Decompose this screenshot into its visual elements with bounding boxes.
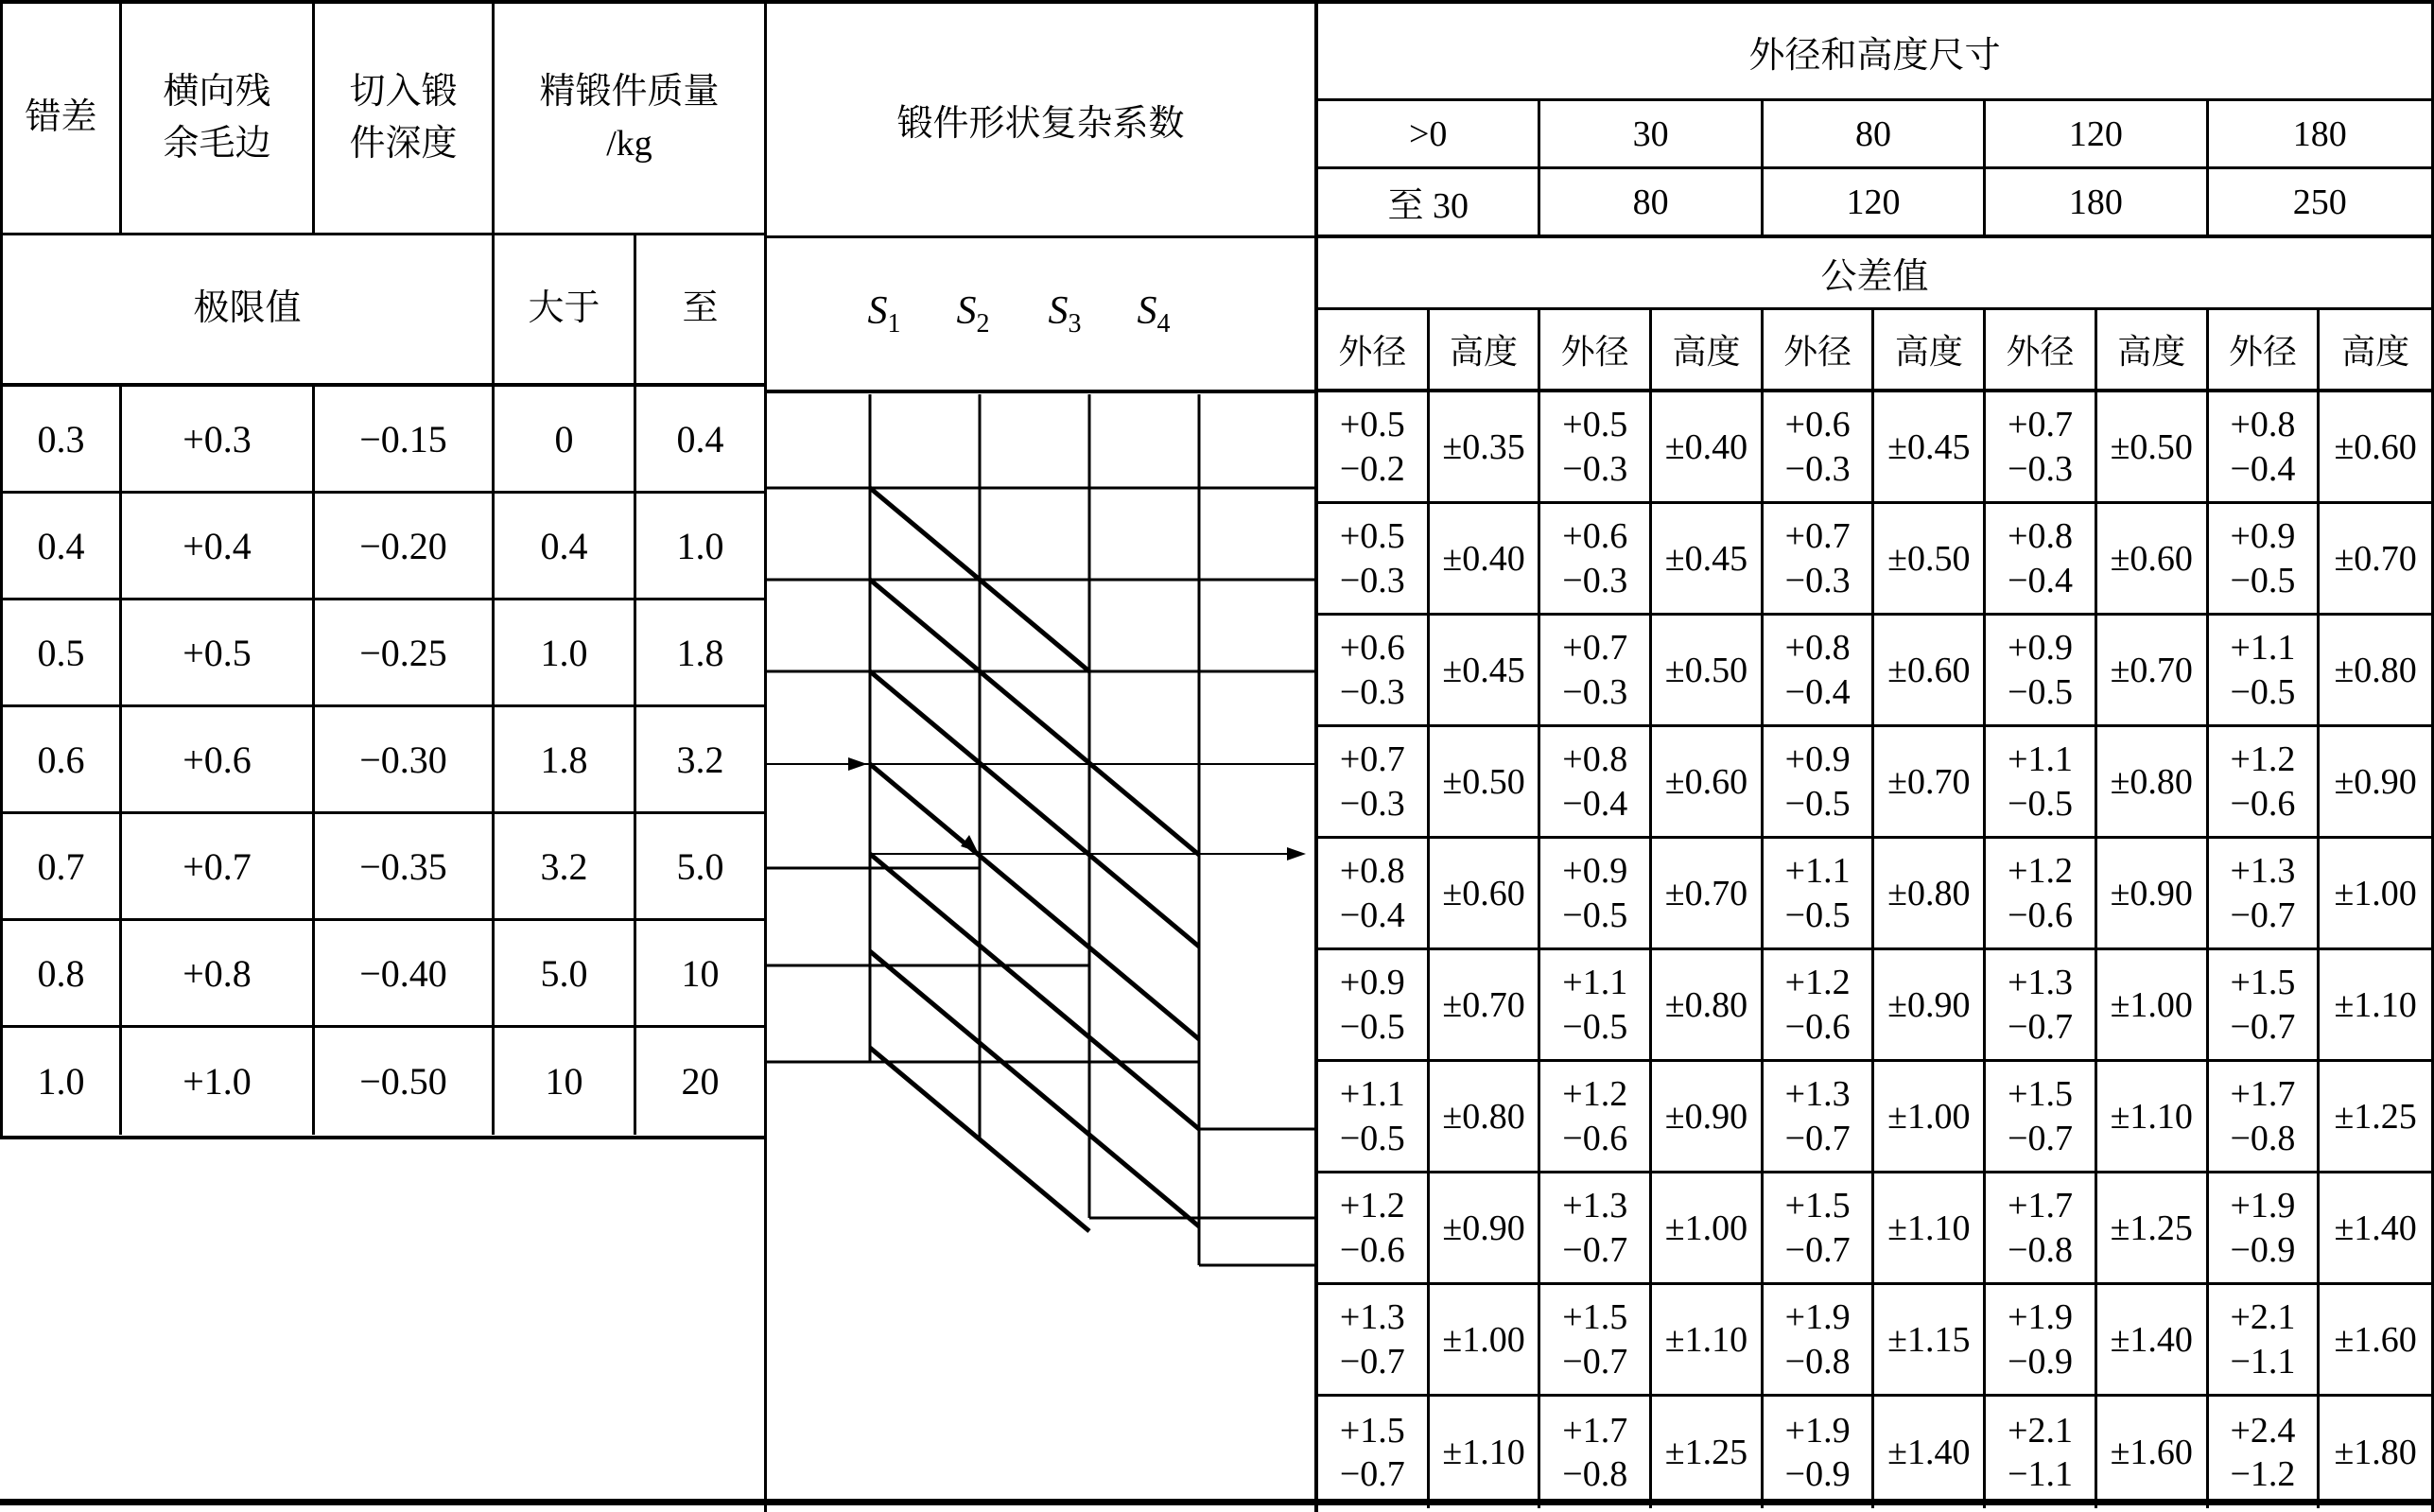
header-forging-mass-line1: 精锻件质量 bbox=[539, 71, 720, 112]
header-greater-than bbox=[495, 235, 636, 387]
height-tolerance-cell: ±0.90 bbox=[1652, 1062, 1764, 1173]
od-tolerance-cell: +0.5 −0.2 bbox=[1318, 392, 1430, 504]
od-tolerance-cell: +0.5 −0.3 bbox=[1318, 504, 1430, 616]
height-tolerance-cell: ±0.40 bbox=[1430, 504, 1541, 616]
height-tolerance-cell: ±1.25 bbox=[1652, 1397, 1764, 1508]
left-table-cell: 20 bbox=[681, 1060, 720, 1103]
od-tolerance-cell: +1.2 −0.6 bbox=[1318, 1173, 1430, 1285]
left-table-cell: 3.2 bbox=[495, 814, 636, 921]
height-tolerance-cell: ±0.60 bbox=[1652, 727, 1764, 839]
left-table-cell: 5.0 bbox=[495, 921, 636, 1028]
header-limit-value bbox=[3, 235, 495, 387]
height-tolerance-cell: ±0.50 bbox=[2097, 392, 2209, 504]
height-tolerance-cell: ±1.25 bbox=[2097, 1173, 2209, 1285]
height-tolerance-cell: ±0.80 bbox=[2320, 616, 2431, 727]
left-table-cell: 0.4 bbox=[636, 387, 764, 494]
header-cut-depth-line1: 切入锻 bbox=[349, 71, 458, 112]
exit-arrow-icon bbox=[1287, 847, 1306, 860]
left-table-cell: −0.15 bbox=[315, 387, 495, 494]
header-error-label: 错差 bbox=[25, 97, 97, 138]
height-header: 高度 bbox=[1430, 310, 1541, 392]
left-table-cell: +0.8 bbox=[122, 921, 315, 1028]
height-tolerance-cell: ±1.15 bbox=[1874, 1285, 1986, 1397]
height-tolerance-cell: ±1.10 bbox=[2320, 950, 2431, 1062]
od-tolerance-cell: +0.6 −0.3 bbox=[1318, 616, 1430, 727]
left-table-cell: 5.0 bbox=[636, 814, 764, 921]
header-residual-flash-line1: 横向残 bbox=[163, 71, 271, 112]
left-table-cell: 0.6 bbox=[3, 707, 122, 814]
height-tolerance-cell: ±0.40 bbox=[1652, 392, 1764, 504]
nomograph-example-path bbox=[767, 764, 1314, 854]
od-tolerance-cell: +1.7 −0.8 bbox=[1986, 1173, 2097, 1285]
left-table-cell: 0 bbox=[495, 387, 636, 494]
height-header: 高度 bbox=[2097, 310, 2209, 392]
tolerance-table bbox=[1314, 0, 2434, 1512]
range-from-cell: 180 bbox=[2209, 101, 2431, 169]
height-tolerance-cell: ±0.80 bbox=[2097, 727, 2209, 839]
height-tolerance-cell: ±0.70 bbox=[1430, 950, 1541, 1062]
height-tolerance-cell: ±1.10 bbox=[1652, 1285, 1764, 1397]
height-tolerance-cell: ±1.10 bbox=[1430, 1397, 1541, 1508]
height-tolerance-cell: ±0.90 bbox=[2097, 839, 2209, 950]
height-tolerance-cell: ±0.50 bbox=[1430, 727, 1541, 839]
range-to-cell: 250 bbox=[2209, 169, 2431, 238]
height-tolerance-cell: ±1.25 bbox=[2320, 1062, 2431, 1173]
height-tolerance-cell: ±0.80 bbox=[1874, 839, 1986, 950]
od-tolerance-cell: +1.5 −0.7 bbox=[1540, 1285, 1652, 1397]
od-tolerance-cell: +1.2 −0.6 bbox=[2209, 727, 2321, 839]
left-limit-table bbox=[0, 0, 764, 1139]
s1-label: $S_1$ bbox=[867, 288, 901, 339]
left-table-cell: 3.2 bbox=[636, 707, 764, 814]
header-forging-mass bbox=[495, 4, 764, 235]
entry-arrow-icon bbox=[848, 757, 867, 771]
height-tolerance-cell: ±0.45 bbox=[1874, 392, 1986, 504]
left-table-cell: 1.0 bbox=[3, 1028, 122, 1135]
left-table-cell: 0.5 bbox=[3, 600, 122, 707]
left-table-cell: +0.4 bbox=[122, 494, 315, 600]
od-tolerance-cell: +0.8 −0.4 bbox=[2209, 392, 2321, 504]
tolerance-table-body bbox=[1318, 392, 2431, 1508]
height-header: 高度 bbox=[1874, 310, 1986, 392]
od-header: 外径 bbox=[1986, 310, 2097, 392]
range-to-cell: 80 bbox=[1540, 169, 1763, 238]
od-tolerance-cell: +1.1 −0.5 bbox=[1540, 950, 1652, 1062]
nomograph-diagram bbox=[767, 394, 1314, 1512]
left-table-cell: 0.4 bbox=[495, 494, 636, 600]
height-tolerance-cell: ±0.50 bbox=[1874, 504, 1986, 616]
height-header: 高度 bbox=[1652, 310, 1764, 392]
od-tolerance-cell: +1.9 −0.9 bbox=[1986, 1285, 2097, 1397]
od-tolerance-cell: +1.3 −0.7 bbox=[1540, 1173, 1652, 1285]
od-tolerance-cell: +1.3 −0.7 bbox=[1764, 1062, 1875, 1173]
od-tolerance-cell: +1.3 −0.7 bbox=[1318, 1285, 1430, 1397]
od-tolerance-cell: +2.1 −1.1 bbox=[1986, 1397, 2097, 1508]
od-tolerance-cell: +1.5 −0.7 bbox=[2209, 950, 2321, 1062]
left-table-cell: 0.3 bbox=[3, 387, 122, 494]
height-tolerance-cell: ±1.80 bbox=[2334, 1433, 2417, 1472]
od-tolerance-cell: +0.9 −0.5 bbox=[1540, 839, 1652, 950]
height-tolerance-cell: ±1.10 bbox=[1874, 1173, 1986, 1285]
height-tolerance-cell: ±0.35 bbox=[1430, 392, 1541, 504]
od-header: 外径 bbox=[2209, 310, 2321, 392]
s3-label: $S_3$ bbox=[1048, 288, 1082, 339]
od-tolerance-cell: +1.2 −0.6 bbox=[1540, 1062, 1652, 1173]
dimension-range-title bbox=[1318, 4, 2431, 101]
table-bottom-border bbox=[0, 1499, 2434, 1505]
od-tolerance-cell: +1.5 −0.7 bbox=[1318, 1397, 1430, 1508]
header-greater-than-label: 大于 bbox=[528, 288, 600, 329]
od-tolerance-cell: +1.5 −0.7 bbox=[1986, 1062, 2097, 1173]
od-height-header-row bbox=[1318, 310, 2431, 392]
left-table-cell: −0.30 bbox=[315, 707, 495, 814]
od-tolerance-cell: +0.6 −0.3 bbox=[1764, 392, 1875, 504]
od-tolerance-cell: +1.5 −0.7 bbox=[1764, 1173, 1875, 1285]
left-table-cell: +0.6 bbox=[122, 707, 315, 814]
od-tolerance-cell: +1.3 −0.7 bbox=[2209, 839, 2321, 950]
left-table-cell: 0.7 bbox=[3, 814, 122, 921]
left-table-header-row-1 bbox=[3, 4, 764, 235]
left-table-cell: −0.50 bbox=[315, 1028, 495, 1135]
left-table-cell: 0.4 bbox=[3, 494, 122, 600]
height-tolerance-cell: ±0.70 bbox=[1874, 727, 1986, 839]
od-tolerance-cell: +1.7 −0.8 bbox=[2209, 1062, 2321, 1173]
header-forging-mass-line2: /kg bbox=[606, 124, 652, 164]
od-tolerance-cell: +1.9 −0.8 bbox=[1764, 1285, 1875, 1397]
range-to-cell: 至 30 bbox=[1318, 169, 1540, 238]
left-table-cell: 1.8 bbox=[495, 707, 636, 814]
od-tolerance-cell: +1.2 −0.6 bbox=[1986, 839, 2097, 950]
od-tolerance-cell: +1.1 −0.5 bbox=[1986, 727, 2097, 839]
height-tolerance-cell: ±1.00 bbox=[1652, 1173, 1764, 1285]
range-from-cell: 30 bbox=[1540, 101, 1763, 169]
od-tolerance-cell: +1.1 −0.5 bbox=[1764, 839, 1875, 950]
height-tolerance-cell: ±0.60 bbox=[1874, 616, 1986, 727]
shape-complexity-title-label: 锻件形状复杂系数 bbox=[896, 104, 1185, 144]
od-tolerance-cell: +1.1 −0.5 bbox=[2209, 616, 2321, 727]
od-tolerance-cell: +0.9 −0.5 bbox=[1764, 727, 1875, 839]
left-table-cell: 10 bbox=[495, 1028, 636, 1135]
od-header: 外径 bbox=[1318, 310, 1430, 392]
od-tolerance-cell: +0.5 −0.3 bbox=[1540, 392, 1652, 504]
height-tolerance-cell: ±0.60 bbox=[2097, 504, 2209, 616]
height-tolerance-cell: ±1.00 bbox=[2097, 950, 2209, 1062]
height-tolerance-cell: ±0.70 bbox=[2097, 616, 2209, 727]
s2-label: $S_2$ bbox=[956, 288, 990, 339]
shape-complexity-section bbox=[764, 0, 1314, 1512]
range-from-cell: 80 bbox=[1764, 101, 1986, 169]
height-tolerance-cell: ±1.00 bbox=[1874, 1062, 1986, 1173]
od-header: 外径 bbox=[1764, 310, 1875, 392]
od-header: 外径 bbox=[1540, 310, 1652, 392]
height-tolerance-cell: ±0.45 bbox=[1652, 504, 1764, 616]
od-tolerance-cell: +0.6 −0.3 bbox=[1540, 504, 1652, 616]
height-tolerance-cell: ±0.60 bbox=[1430, 839, 1541, 950]
od-tolerance-cell: +2.1 −1.1 bbox=[2209, 1285, 2321, 1397]
header-residual-flash bbox=[122, 4, 315, 235]
height-tolerance-cell: ±1.10 bbox=[2097, 1062, 2209, 1173]
height-tolerance-cell: ±0.80 bbox=[1652, 950, 1764, 1062]
left-table-cell: +0.7 bbox=[122, 814, 315, 921]
range-to-cell: 180 bbox=[1986, 169, 2208, 238]
header-up-to-label: 至 bbox=[682, 288, 719, 329]
height-tolerance-cell: ±1.00 bbox=[2320, 839, 2431, 950]
od-tolerance-cell: +0.7 −0.3 bbox=[1318, 727, 1430, 839]
header-limit-value-label: 极限值 bbox=[193, 288, 302, 329]
left-table-cell: +0.5 bbox=[122, 600, 315, 707]
height-tolerance-cell: ±1.60 bbox=[2320, 1285, 2431, 1397]
height-tolerance-cell: ±0.50 bbox=[1652, 616, 1764, 727]
range-from-row bbox=[1318, 101, 2431, 169]
od-tolerance-cell: +1.9 −0.9 bbox=[2209, 1173, 2321, 1285]
header-up-to bbox=[636, 235, 764, 387]
height-tolerance-cell: ±0.70 bbox=[1652, 839, 1764, 950]
left-table-cell: 10 bbox=[636, 921, 764, 1028]
left-table-cell: −0.25 bbox=[315, 600, 495, 707]
nomograph-grid bbox=[767, 394, 1314, 1265]
height-tolerance-cell: ±0.45 bbox=[1430, 616, 1541, 727]
left-table-cell: −0.35 bbox=[315, 814, 495, 921]
od-tolerance-cell: +0.8 −0.4 bbox=[1318, 839, 1430, 950]
od-tolerance-cell: +0.9 −0.5 bbox=[2209, 504, 2321, 616]
header-cut-depth bbox=[315, 4, 495, 235]
left-table-cell: +0.3 bbox=[122, 387, 315, 494]
range-from-cell: 120 bbox=[1986, 101, 2208, 169]
range-from-cell: >0 bbox=[1318, 101, 1540, 169]
nomograph-diagonals bbox=[870, 488, 1199, 1231]
height-tolerance-cell: ±0.90 bbox=[2320, 727, 2431, 839]
shape-complexity-title bbox=[767, 4, 1314, 238]
s4-label: $S_4$ bbox=[1137, 288, 1171, 339]
height-tolerance-cell: ±1.40 bbox=[1874, 1397, 1986, 1508]
height-tolerance-cell: ±0.90 bbox=[1430, 1173, 1541, 1285]
od-tolerance-cell: +2.4 −1.2 bbox=[2209, 1397, 2321, 1508]
tolerance-value-title bbox=[1318, 238, 2431, 310]
od-tolerance-cell: +0.8 −0.4 bbox=[1764, 616, 1875, 727]
left-table-cell: 1.8 bbox=[636, 600, 764, 707]
header-cut-depth-line2: 件深度 bbox=[349, 124, 458, 164]
od-tolerance-cell: +0.8 −0.4 bbox=[1986, 504, 2097, 616]
od-tolerance-cell: +1.2 −0.6 bbox=[1764, 950, 1875, 1062]
height-tolerance-cell: ±1.00 bbox=[1430, 1285, 1541, 1397]
left-table-header-row-2 bbox=[3, 235, 764, 387]
tolerance-value-title-label: 公差值 bbox=[1820, 257, 1929, 297]
s-coefficient-row bbox=[767, 238, 1314, 393]
od-tolerance-cell: +1.3 −0.7 bbox=[1986, 950, 2097, 1062]
height-tolerance-cell: ±1.40 bbox=[2320, 1173, 2431, 1285]
od-tolerance-cell: +0.8 −0.4 bbox=[1540, 727, 1652, 839]
height-tolerance-cell: ±1.60 bbox=[2097, 1397, 2209, 1508]
dimension-range-title-label: 外径和高度尺寸 bbox=[1748, 35, 2001, 76]
range-to-row bbox=[1318, 169, 2431, 238]
height-tolerance-cell: ±0.60 bbox=[2320, 392, 2431, 504]
header-residual-flash-line2: 余毛边 bbox=[163, 124, 271, 164]
left-table-cell: −0.40 bbox=[315, 921, 495, 1028]
left-table-cell: 1.0 bbox=[495, 600, 636, 707]
od-tolerance-cell: +1.1 −0.5 bbox=[1318, 1062, 1430, 1173]
left-table-cell: 1.0 bbox=[636, 494, 764, 600]
height-tolerance-cell: ±0.90 bbox=[1874, 950, 1986, 1062]
od-tolerance-cell: +0.7 −0.3 bbox=[1986, 392, 2097, 504]
od-tolerance-cell: +0.9 −0.5 bbox=[1986, 616, 2097, 727]
left-table-cell: −0.20 bbox=[315, 494, 495, 600]
height-tolerance-cell: ±0.70 bbox=[2320, 504, 2431, 616]
left-table-body bbox=[3, 387, 764, 1135]
od-tolerance-cell: +1.9 −0.9 bbox=[1764, 1397, 1875, 1508]
height-header: 高度 bbox=[2320, 310, 2431, 392]
od-tolerance-cell: +0.9 −0.5 bbox=[1318, 950, 1430, 1062]
od-tolerance-cell: +0.7 −0.3 bbox=[1764, 504, 1875, 616]
left-table-cell: 0.8 bbox=[3, 921, 122, 1028]
left-table-cell: +1.0 bbox=[122, 1028, 315, 1135]
header-error bbox=[3, 4, 122, 235]
od-tolerance-cell: +0.7 −0.3 bbox=[1540, 616, 1652, 727]
height-tolerance-cell: ±1.40 bbox=[2097, 1285, 2209, 1397]
od-tolerance-cell: +1.7 −0.8 bbox=[1540, 1397, 1652, 1508]
range-to-cell: 120 bbox=[1764, 169, 1986, 238]
height-tolerance-cell: ±0.80 bbox=[1430, 1062, 1541, 1173]
